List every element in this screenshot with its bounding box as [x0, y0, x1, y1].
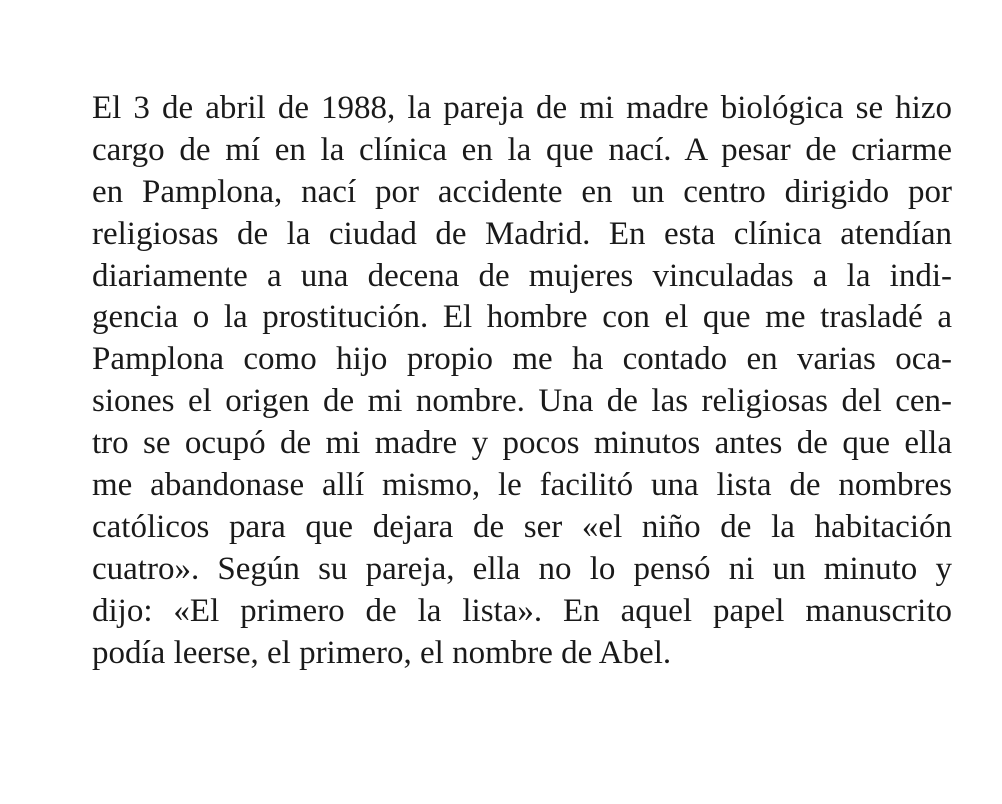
- paragraph-line-7: Pamplona como hijo propio me ha contado en varias oca-: [92, 341, 952, 378]
- paragraph-line-5: diariamente a una decena de mujeres vinculadas a la indi-: [92, 257, 952, 294]
- paragraph-line-8: siones el origen de mi nombre. Una de las religiosas del cen-: [92, 383, 952, 420]
- paragraph-line-14: podía leerse, el primero, el nombre de Abel.: [92, 634, 672, 671]
- paragraph-line-10: me abandonase allí mismo, le facilitó una lista de nombres: [92, 467, 952, 504]
- paragraph-line-9: tro se ocupó de mi madre y pocos minutos antes de que ella: [92, 425, 952, 462]
- paragraph-line-11: católicos para que dejara de ser «el niño de la habitación: [92, 508, 952, 545]
- paragraph: [92, 88, 952, 674]
- paragraph-line-2: cargo de mí en la clínica en la que nací. A pesar de criarme: [92, 131, 952, 168]
- paragraph-line-12: cuatro». Según su pareja, ella no lo pensó ni un minuto y: [92, 550, 952, 587]
- paragraph-line-6: gencia o la prostitución. El hombre con el que me trasladé a: [92, 299, 952, 336]
- paragraph-line-1: El 3 de abril de 1988, la pareja de mi madre biológica se hizo: [92, 90, 952, 126]
- paragraph-line-3: en Pamplona, nací por accidente en un centro dirigido por: [92, 173, 952, 210]
- paragraph-line-4: religiosas de la ciudad de Madrid. En esta clínica atendían: [92, 215, 952, 252]
- paragraph-line-13: dijo: «El primero de la lista». En aquel papel manuscrito: [92, 592, 952, 629]
